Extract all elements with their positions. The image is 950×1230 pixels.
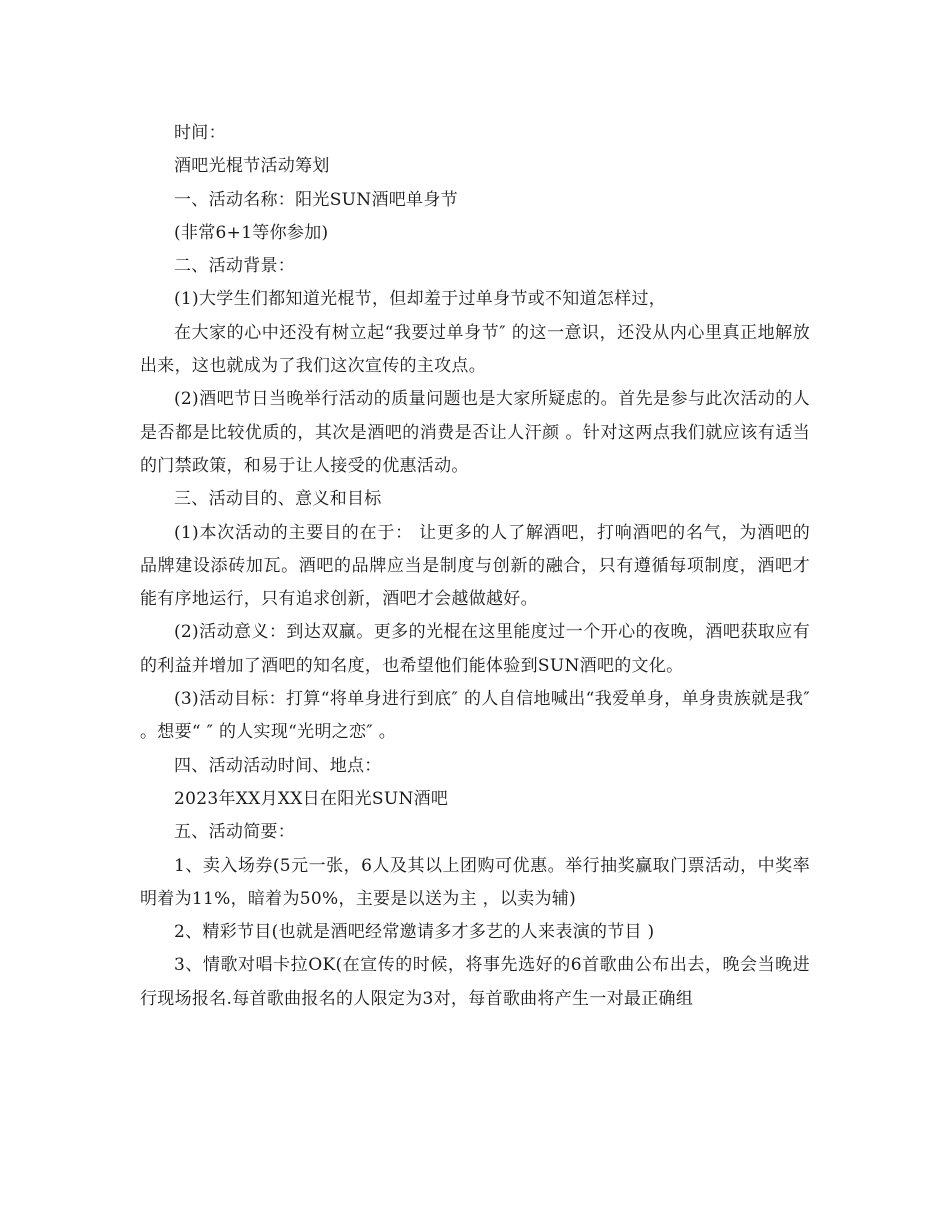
- section-heading: 三、活动目的、意义和目标: [174, 489, 382, 510]
- paragraph: (非常6+1等你参加): [174, 222, 329, 243]
- section-heading: 一、活动名称：阳光SUN酒吧单身节: [174, 189, 458, 210]
- paragraph: (1)大学生们都知道光棍节，但却羞于过单身节或不知道怎样过，: [174, 289, 667, 310]
- paragraph: 在大家的心中还没有树立起“我要过单身节″ 的这一意识，还没从内心里真正地解放出来，这也就成为了我们这次宣传的主攻点。: [140, 322, 810, 377]
- section-heading: 五、活动简要：: [174, 822, 296, 843]
- document-body: [140, 117, 810, 1016]
- paragraph: (3)活动目标：打算“将单身进行到底″ 的人自信地喊出“我爱单身，单身贵族就是我″ 。想要“ ″ 的人实现“光明之恋″ 。: [140, 689, 810, 743]
- paragraph: 1、卖入场券(5元一张，6人及其以上团购可优惠。举行抽奖赢取门票活动，中奖率明着为11%，暗着为50%，主要是以送为主 ，以卖为辅): [140, 855, 810, 909]
- paragraph: (1)本次活动的主要目的在于： 让更多的人了解酒吧，打响酒吧的名气，为酒吧的品牌建设添砖加瓦。酒吧的品牌应当是制度与创新的融合，只有遵循每项制度，酒吧才能有序地运行，只有追求创新，酒吧才会越做越好。: [140, 522, 810, 610]
- paragraph: 2、精彩节目(也就是酒吧经常邀请多才多艺的人来表演的节目 ): [174, 922, 655, 943]
- document-title: 酒吧光棍节活动筹划: [174, 156, 330, 177]
- section-heading: 二、活动背景：: [174, 256, 296, 277]
- paragraph: (2)活动意义：到达双赢。更多的光棍在这里能度过一个开心的夜晚，酒吧获取应有的利益并增加了酒吧的知名度，也希望他们能体验到SUN酒吧的文化。: [140, 622, 810, 676]
- section-heading: 四、活动活动时间、地点：: [174, 755, 382, 776]
- paragraph: (2)酒吧节日当晚举行活动的质量问题也是大家所疑虑的。首先是参与此次活动的人是否都是比较优质的，其次是酒吧的消费是否让人汗颜 。针对这两点我们就应该有适当的门禁政策，和易于让人接受的优惠活动。: [140, 389, 810, 476]
- paragraph: 2023年XX月XX日在阳光SUN酒吧: [174, 788, 449, 809]
- paragraph: 3、情歌对唱卡拉OK(在宣传的时候，将事先选好的6首歌曲公布出去，晚会当晚进行现场报名.每首歌曲报名的人限定为3对，每首歌曲将产生一对最正确组: [140, 955, 810, 1009]
- time-line: 时间：: [174, 123, 226, 143]
